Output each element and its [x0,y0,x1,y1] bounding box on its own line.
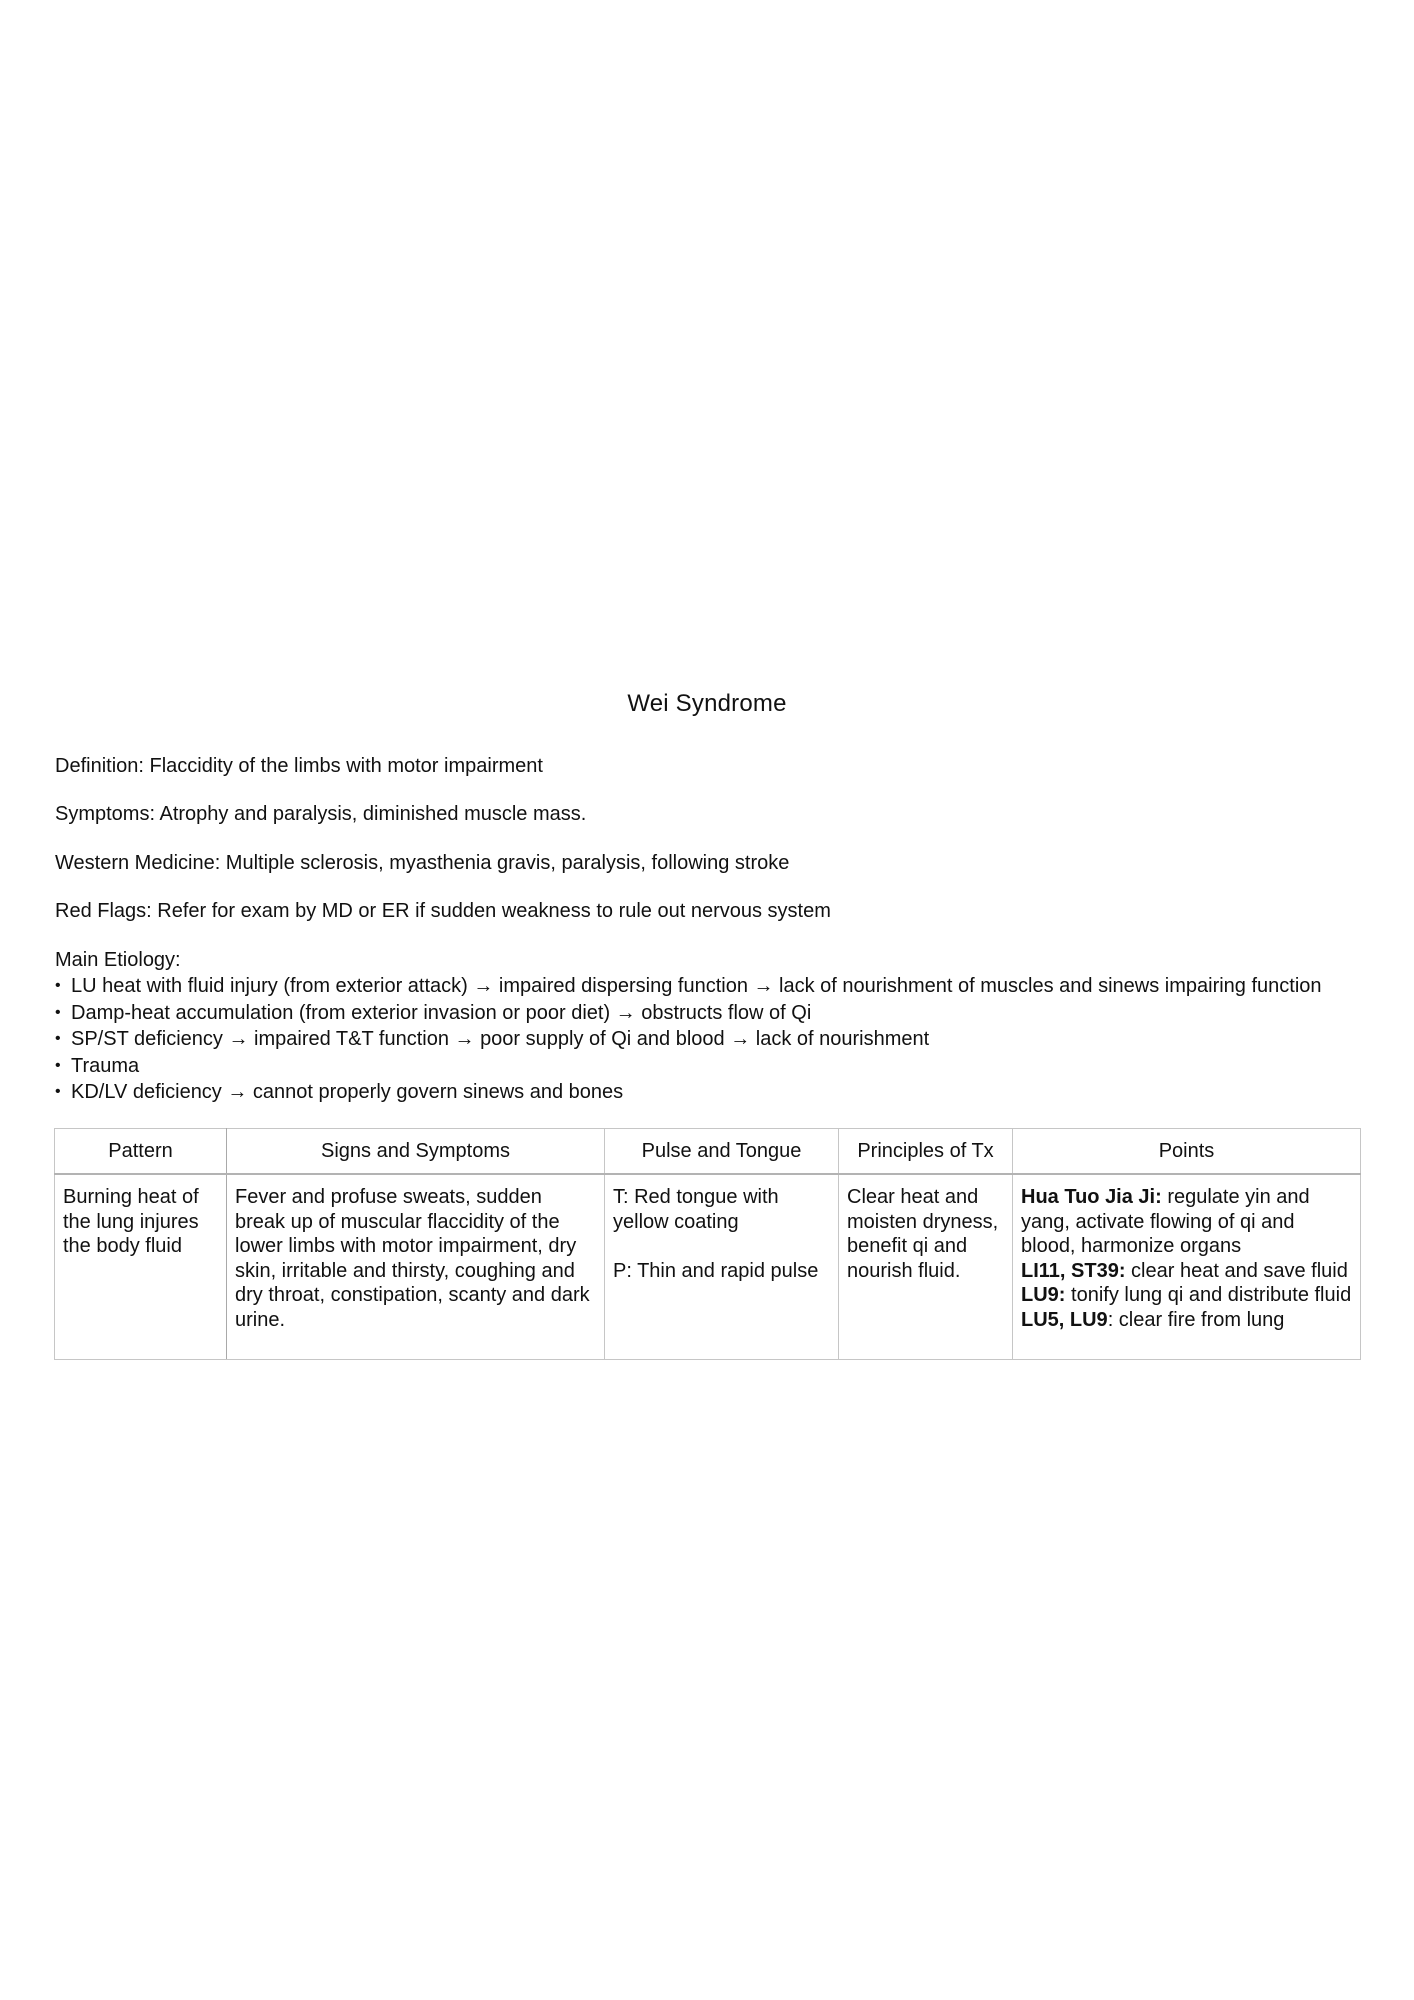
page-title: Wei Syndrome [627,690,787,717]
table-header-row [55,1129,1361,1175]
point-description: : clear fire from lung [1107,1308,1285,1331]
point-label: LU5, LU9 [1021,1308,1108,1331]
table-row [55,1174,1361,1360]
header-pattern: Pattern [55,1129,227,1175]
point-entry [1021,1283,1352,1308]
etiology-item: • KD/LV deficiency → cannot properly govern sinews and bones [55,1079,1375,1106]
definition-text: Definition: Flaccidity of the limbs with motor impairment [55,755,543,777]
point-description: tonify lung qi and distribute fluid [1065,1284,1352,1306]
pulse-text: P: Thin and rapid pulse [613,1259,819,1282]
etiology-item: • SP/ST deficiency → impaired T&T function → poor supply of Qi and blood → lack of nourishment [55,1026,1375,1053]
point-entry [1021,1185,1352,1259]
point-entry [1021,1308,1352,1333]
etiology-item: • Trauma [55,1053,1375,1080]
pattern-table [54,1128,1361,1360]
western-medicine-text: Western Medicine: Multiple sclerosis, myasthenia gravis, paralysis, following stroke [55,852,790,874]
etiology-item: • LU heat with fluid injury (from exterior attack) → impaired dispersing function → lack of nourishment of muscles and sinews impairing function [55,973,1375,1000]
red-flags-text: Red Flags: Refer for exam by MD or ER if sudden weakness to rule out nervous system [55,900,831,922]
header-signs-symptoms: Signs and Symptoms [227,1129,605,1175]
cell-pulse-tongue [605,1174,839,1360]
cell-principles: Clear heat and moisten dryness, benefit qi and nourish fluid. [839,1174,1013,1360]
point-description: regulate yin and yang, activate flowing of qi and blood, harmonize organs [1021,1186,1310,1257]
tongue-text: T: Red tongue with yellow coating [613,1186,779,1233]
point-entry [1021,1259,1352,1284]
etiology-list [55,973,1375,1106]
point-label: Hua Tuo Jia Ji: [1021,1186,1162,1208]
cell-pattern: Burning heat of the lung injures the body fluid [55,1174,227,1360]
header-points: Points [1013,1129,1361,1175]
symptoms-text: Symptoms: Atrophy and paralysis, diminished muscle mass. [55,803,587,825]
point-description: clear heat and save fluid [1125,1259,1348,1282]
etiology-heading: Main Etiology: [55,949,181,971]
etiology-section [55,947,1375,1106]
point-label: LU9: [1021,1284,1066,1306]
cell-signs-symptoms: Fever and profuse sweats, sudden break up of muscular flaccidity of the lower limbs with motor impairment, dry skin, irritable and thirsty, coughing and dry throat, constipation, scanty and dark urine. [227,1174,605,1360]
header-principles: Principles of Tx [839,1129,1013,1175]
point-label: LI11, ST39: [1021,1259,1126,1282]
header-pulse-tongue: Pulse and Tongue [605,1129,839,1175]
cell-points [1013,1174,1361,1360]
etiology-item: • Damp-heat accumulation (from exterior invasion or poor diet) → obstructs flow of Qi [55,1000,1375,1027]
spacer [613,1234,830,1259]
